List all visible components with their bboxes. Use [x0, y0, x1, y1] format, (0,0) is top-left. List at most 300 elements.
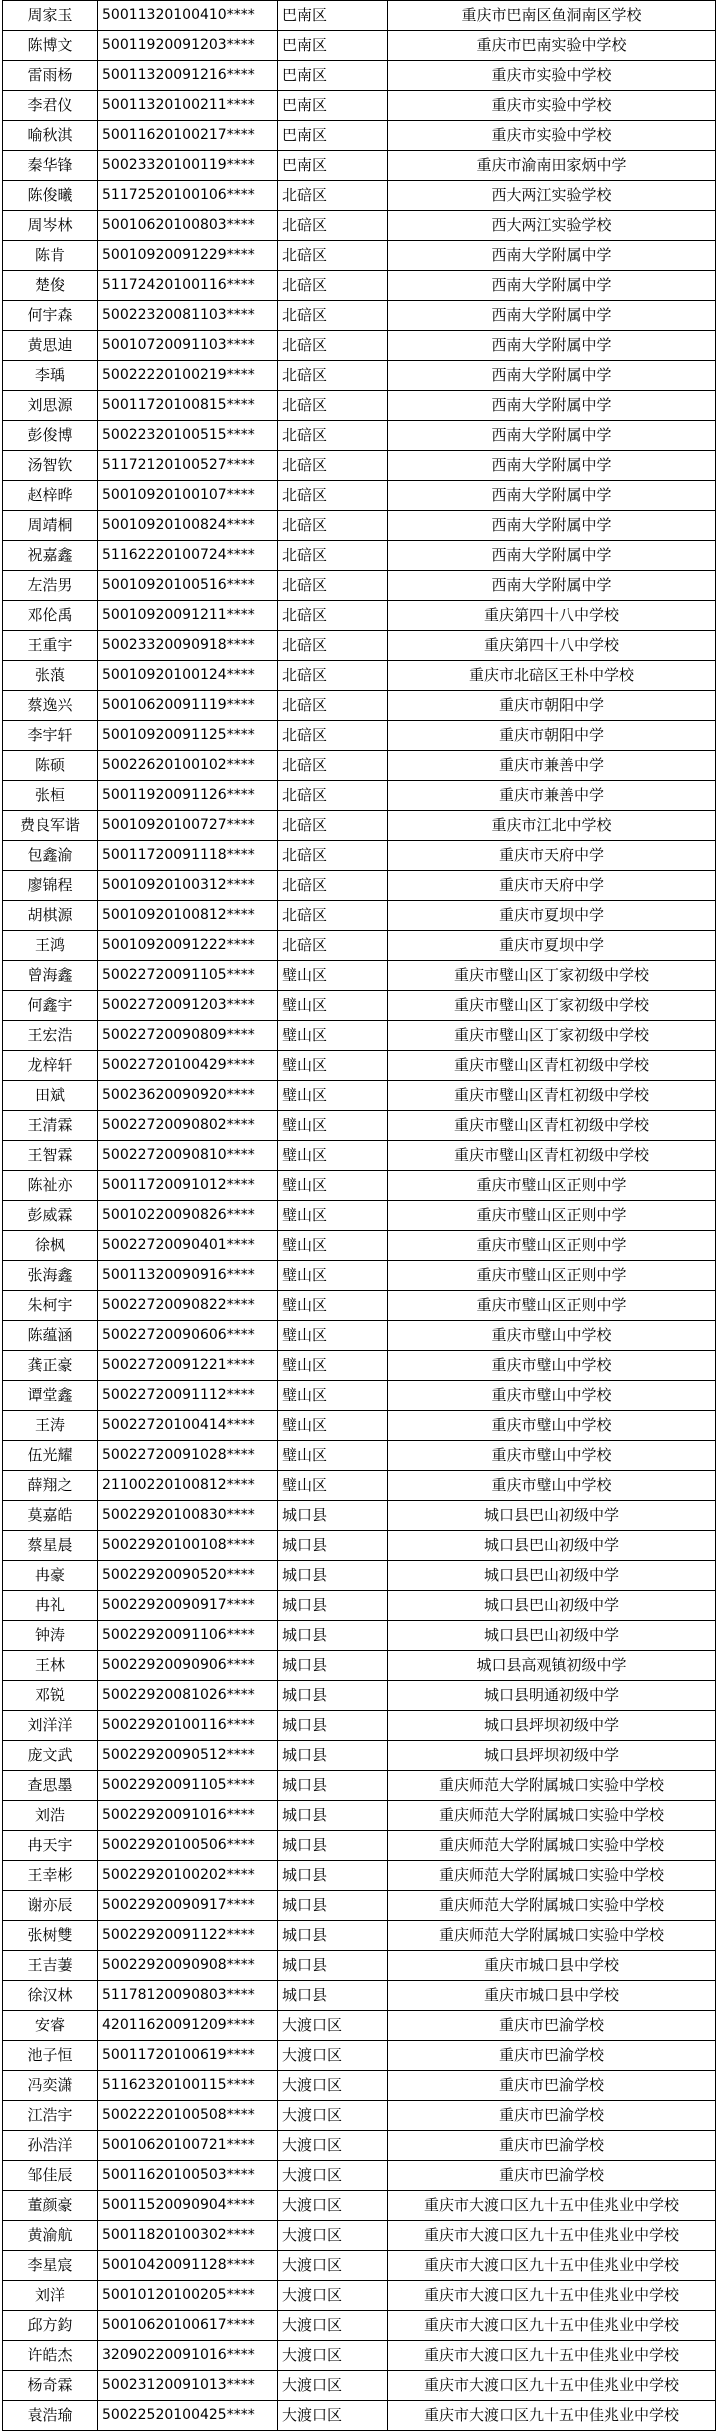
id-number-cell: 50011720100619****	[98, 2041, 278, 2071]
student-name-cell: 刘洋洋	[3, 1711, 98, 1741]
school-cell: 重庆市璧山中学校	[388, 1321, 716, 1351]
id-number-cell: 50023320100119****	[98, 151, 278, 181]
school-cell: 城口县巴山初级中学	[388, 1561, 716, 1591]
school-cell: 城口县巴山初级中学	[388, 1591, 716, 1621]
id-number-cell: 50022920090520****	[98, 1561, 278, 1591]
id-number-cell: 50022920090917****	[98, 1891, 278, 1921]
school-cell: 西南大学附属中学	[388, 271, 716, 301]
district-cell: 璧山区	[278, 1441, 388, 1471]
district-cell: 璧山区	[278, 1381, 388, 1411]
district-cell: 巴南区	[278, 121, 388, 151]
id-number-cell: 50022220100508****	[98, 2101, 278, 2131]
school-cell: 重庆市巴渝学校	[388, 2071, 716, 2101]
student-name-cell: 费良军谐	[3, 811, 98, 841]
table-row	[3, 1981, 716, 2011]
id-number-cell: 50010120100205****	[98, 2281, 278, 2311]
student-name-cell: 张树雙	[3, 1921, 98, 1951]
table-row	[3, 2371, 716, 2401]
district-cell: 城口县	[278, 1741, 388, 1771]
id-number-cell: 50023120091013****	[98, 2371, 278, 2401]
id-number-cell: 50011320100410****	[98, 1, 278, 31]
school-cell: 重庆市兼善中学	[388, 751, 716, 781]
student-name-cell: 龙梓轩	[3, 1051, 98, 1081]
school-cell: 重庆市巴渝学校	[388, 2131, 716, 2161]
student-name-cell: 伍光耀	[3, 1441, 98, 1471]
id-number-cell: 50011720100815****	[98, 391, 278, 421]
id-number-cell: 51162320100115****	[98, 2071, 278, 2101]
district-cell: 北碚区	[278, 721, 388, 751]
school-cell: 重庆市巴渝学校	[388, 2101, 716, 2131]
district-cell: 璧山区	[278, 1321, 388, 1351]
school-cell: 重庆师范大学附属城口实验中学校	[388, 1771, 716, 1801]
student-name-cell: 彭俊博	[3, 421, 98, 451]
table-row	[3, 91, 716, 121]
table-row	[3, 1711, 716, 1741]
id-number-cell: 50010620091119****	[98, 691, 278, 721]
id-number-cell: 50022920100506****	[98, 1831, 278, 1861]
school-cell: 重庆市璧山区青杠初级中学校	[388, 1081, 716, 1111]
school-cell: 重庆市城口县中学校	[388, 1981, 716, 2011]
id-number-cell: 50011320091216****	[98, 61, 278, 91]
id-number-cell: 50010920100107****	[98, 481, 278, 511]
student-name-cell: 彭威霖	[3, 1201, 98, 1231]
table-row	[3, 751, 716, 781]
school-cell: 重庆市大渡口区九十五中佳兆业中学校	[388, 2281, 716, 2311]
student-name-cell: 安睿	[3, 2011, 98, 2041]
id-number-cell: 50011720091118****	[98, 841, 278, 871]
student-name-cell: 周靖桐	[3, 511, 98, 541]
table-row	[3, 1921, 716, 1951]
id-number-cell: 50010220090826****	[98, 1201, 278, 1231]
table-row	[3, 181, 716, 211]
id-number-cell: 50010920091222****	[98, 931, 278, 961]
table-row	[3, 1531, 716, 1561]
table-row	[3, 1141, 716, 1171]
school-cell: 重庆市巴南区鱼洞南区学校	[388, 1, 716, 31]
table-row	[3, 1231, 716, 1261]
school-cell: 重庆市璧山中学校	[388, 1471, 716, 1501]
school-cell: 重庆第四十八中学校	[388, 631, 716, 661]
table-row	[3, 991, 716, 1021]
table-row	[3, 691, 716, 721]
table-row	[3, 1111, 716, 1141]
id-number-cell: 50022520100425****	[98, 2401, 278, 2431]
id-number-cell: 50022720090810****	[98, 1141, 278, 1171]
id-number-cell: 50022720091112****	[98, 1381, 278, 1411]
school-cell: 重庆市大渡口区九十五中佳兆业中学校	[388, 2191, 716, 2221]
id-number-cell: 51172120100527****	[98, 451, 278, 481]
table-row	[3, 451, 716, 481]
school-cell: 西大两江实验学校	[388, 211, 716, 241]
school-cell: 西南大学附属中学	[388, 331, 716, 361]
table-row	[3, 2401, 716, 2431]
district-cell: 城口县	[278, 1861, 388, 1891]
table-row	[3, 1621, 716, 1651]
table-row	[3, 2071, 716, 2101]
student-name-cell: 冉天宇	[3, 1831, 98, 1861]
student-name-cell: 杨奇霖	[3, 2371, 98, 2401]
id-number-cell: 51172520100106****	[98, 181, 278, 211]
school-cell: 重庆市大渡口区九十五中佳兆业中学校	[388, 2401, 716, 2431]
school-cell: 西南大学附属中学	[388, 571, 716, 601]
district-cell: 北碚区	[278, 661, 388, 691]
school-cell: 重庆市朝阳中学	[388, 721, 716, 751]
student-name-cell: 谭堂鑫	[3, 1381, 98, 1411]
student-name-cell: 王鸿	[3, 931, 98, 961]
district-cell: 北碚区	[278, 931, 388, 961]
school-cell: 城口县巴山初级中学	[388, 1621, 716, 1651]
school-cell: 重庆市大渡口区九十五中佳兆业中学校	[388, 2251, 716, 2281]
student-name-cell: 孙浩洋	[3, 2131, 98, 2161]
district-cell: 北碚区	[278, 421, 388, 451]
table-row	[3, 361, 716, 391]
district-cell: 璧山区	[278, 991, 388, 1021]
id-number-cell: 50011520090904****	[98, 2191, 278, 2221]
table-row	[3, 721, 716, 751]
district-cell: 城口县	[278, 1771, 388, 1801]
student-name-cell: 秦华锋	[3, 151, 98, 181]
school-cell: 重庆市璧山区正则中学	[388, 1171, 716, 1201]
table-row	[3, 1171, 716, 1201]
id-number-cell: 32090220091016****	[98, 2341, 278, 2371]
district-cell: 巴南区	[278, 151, 388, 181]
school-cell: 重庆市巴南实验中学校	[388, 31, 716, 61]
id-number-cell: 50010720091103****	[98, 331, 278, 361]
student-name-cell: 查思墨	[3, 1771, 98, 1801]
table-row	[3, 1021, 716, 1051]
student-name-cell: 田斌	[3, 1081, 98, 1111]
table-row	[3, 1651, 716, 1681]
school-cell: 西南大学附属中学	[388, 451, 716, 481]
table-row	[3, 1441, 716, 1471]
district-cell: 北碚区	[278, 571, 388, 601]
student-name-cell: 许皓杰	[3, 2341, 98, 2371]
id-number-cell: 50022920090512****	[98, 1741, 278, 1771]
table-row	[3, 2101, 716, 2131]
table-row	[3, 1501, 716, 1531]
table-row	[3, 601, 716, 631]
district-cell: 北碚区	[278, 811, 388, 841]
student-name-cell: 江浩宇	[3, 2101, 98, 2131]
school-cell: 西南大学附属中学	[388, 391, 716, 421]
district-cell: 大渡口区	[278, 2251, 388, 2281]
table-row	[3, 1771, 716, 1801]
district-cell: 璧山区	[278, 1411, 388, 1441]
student-name-cell: 王幸彬	[3, 1861, 98, 1891]
school-cell: 西南大学附属中学	[388, 421, 716, 451]
district-cell: 大渡口区	[278, 2401, 388, 2431]
id-number-cell: 50022920081026****	[98, 1681, 278, 1711]
school-cell: 重庆市璧山区青杠初级中学校	[388, 1051, 716, 1081]
id-number-cell: 50010920100312****	[98, 871, 278, 901]
id-number-cell: 51162220100724****	[98, 541, 278, 571]
table-row	[3, 1201, 716, 1231]
table-row	[3, 481, 716, 511]
id-number-cell: 21100220100812****	[98, 1471, 278, 1501]
district-cell: 北碚区	[278, 331, 388, 361]
school-cell: 西南大学附属中学	[388, 301, 716, 331]
district-cell: 城口县	[278, 1981, 388, 2011]
table-row	[3, 241, 716, 271]
school-cell: 重庆市江北中学校	[388, 811, 716, 841]
id-number-cell: 50023320090918****	[98, 631, 278, 661]
district-cell: 城口县	[278, 1561, 388, 1591]
id-number-cell: 50010920091229****	[98, 241, 278, 271]
id-number-cell: 50011820100302****	[98, 2221, 278, 2251]
id-number-cell: 50010620100721****	[98, 2131, 278, 2161]
id-number-cell: 50022720090809****	[98, 1021, 278, 1051]
id-number-cell: 51172420100116****	[98, 271, 278, 301]
id-number-cell: 50010920100516****	[98, 571, 278, 601]
id-number-cell: 50022920091122****	[98, 1921, 278, 1951]
district-cell: 北碚区	[278, 781, 388, 811]
school-cell: 重庆市兼善中学	[388, 781, 716, 811]
table-row	[3, 2251, 716, 2281]
id-number-cell: 50011920091203****	[98, 31, 278, 61]
id-number-cell: 50022720090606****	[98, 1321, 278, 1351]
school-cell: 重庆市璧山区正则中学	[388, 1261, 716, 1291]
table-row	[3, 2011, 716, 2041]
id-number-cell: 50023620090920****	[98, 1081, 278, 1111]
table-row	[3, 511, 716, 541]
id-number-cell: 50011920091126****	[98, 781, 278, 811]
student-name-cell: 张桓	[3, 781, 98, 811]
student-name-cell: 胡棋源	[3, 901, 98, 931]
student-name-cell: 陈博文	[3, 31, 98, 61]
id-number-cell: 50022920100830****	[98, 1501, 278, 1531]
school-cell: 重庆师范大学附属城口实验中学校	[388, 1891, 716, 1921]
school-cell: 西南大学附属中学	[388, 541, 716, 571]
school-cell: 重庆市璧山区正则中学	[388, 1231, 716, 1261]
district-cell: 北碚区	[278, 541, 388, 571]
district-cell: 北碚区	[278, 871, 388, 901]
table-row	[3, 661, 716, 691]
student-name-cell: 汤智钦	[3, 451, 98, 481]
school-cell: 重庆市北碚区王朴中学校	[388, 661, 716, 691]
student-name-cell: 朱柯宇	[3, 1291, 98, 1321]
school-cell: 重庆市实验中学校	[388, 61, 716, 91]
district-cell: 北碚区	[278, 631, 388, 661]
table-row	[3, 1591, 716, 1621]
student-name-cell: 薛翔之	[3, 1471, 98, 1501]
school-cell: 重庆市巴渝学校	[388, 2011, 716, 2041]
table-row	[3, 871, 716, 901]
id-number-cell: 50022920091106****	[98, 1621, 278, 1651]
table-row	[3, 781, 716, 811]
student-name-cell: 莫嘉皓	[3, 1501, 98, 1531]
id-number-cell: 50010620100617****	[98, 2311, 278, 2341]
district-cell: 璧山区	[278, 1141, 388, 1171]
table-row	[3, 1561, 716, 1591]
table-row	[3, 1381, 716, 1411]
district-cell: 巴南区	[278, 1, 388, 31]
id-number-cell: 50022920091105****	[98, 1771, 278, 1801]
school-cell: 重庆市璧山中学校	[388, 1441, 716, 1471]
school-cell: 重庆市大渡口区九十五中佳兆业中学校	[388, 2341, 716, 2371]
district-cell: 璧山区	[278, 1351, 388, 1381]
district-cell: 北碚区	[278, 211, 388, 241]
district-cell: 璧山区	[278, 1171, 388, 1201]
school-cell: 重庆市大渡口区九十五中佳兆业中学校	[388, 2221, 716, 2251]
school-cell: 城口县明通初级中学	[388, 1681, 716, 1711]
id-number-cell: 50022720090802****	[98, 1111, 278, 1141]
district-cell: 北碚区	[278, 391, 388, 421]
table-row	[3, 2131, 716, 2161]
student-name-cell: 王清霖	[3, 1111, 98, 1141]
school-cell: 城口县巴山初级中学	[388, 1501, 716, 1531]
student-name-cell: 何宇森	[3, 301, 98, 331]
student-name-cell: 邓伦禹	[3, 601, 98, 631]
district-cell: 北碚区	[278, 181, 388, 211]
district-cell: 巴南区	[278, 61, 388, 91]
school-cell: 城口县高观镇初级中学	[388, 1651, 716, 1681]
student-name-cell: 冉豪	[3, 1561, 98, 1591]
student-name-cell: 王重宇	[3, 631, 98, 661]
district-cell: 璧山区	[278, 1081, 388, 1111]
district-cell: 璧山区	[278, 1111, 388, 1141]
table-row	[3, 1, 716, 31]
id-number-cell: 50022720090822****	[98, 1291, 278, 1321]
school-cell: 重庆市璧山中学校	[388, 1411, 716, 1441]
student-name-cell: 陈硕	[3, 751, 98, 781]
student-name-cell: 蔡星晨	[3, 1531, 98, 1561]
id-number-cell: 50022620100102****	[98, 751, 278, 781]
id-number-cell: 50022920100116****	[98, 1711, 278, 1741]
id-number-cell: 50022720100414****	[98, 1411, 278, 1441]
district-cell: 城口县	[278, 1591, 388, 1621]
table-row	[3, 301, 716, 331]
district-cell: 北碚区	[278, 691, 388, 721]
student-name-cell: 黄渝航	[3, 2221, 98, 2251]
table-row	[3, 1801, 716, 1831]
student-name-cell: 谢亦辰	[3, 1891, 98, 1921]
district-cell: 城口县	[278, 1921, 388, 1951]
district-cell: 城口县	[278, 1951, 388, 1981]
school-cell: 重庆市巴渝学校	[388, 2161, 716, 2191]
school-cell: 西南大学附属中学	[388, 241, 716, 271]
district-cell: 大渡口区	[278, 2371, 388, 2401]
id-number-cell: 50022720091105****	[98, 961, 278, 991]
student-name-cell: 邓锐	[3, 1681, 98, 1711]
student-name-cell: 庞文武	[3, 1741, 98, 1771]
id-number-cell: 50022720091028****	[98, 1441, 278, 1471]
student-name-cell: 喻秋淇	[3, 121, 98, 151]
school-cell: 重庆市天府中学	[388, 871, 716, 901]
district-cell: 北碚区	[278, 271, 388, 301]
student-name-cell: 李星宸	[3, 2251, 98, 2281]
table-row	[3, 1681, 716, 1711]
student-name-cell: 周岑林	[3, 211, 98, 241]
table-row	[3, 331, 716, 361]
student-name-cell: 王涛	[3, 1411, 98, 1441]
school-cell: 重庆市天府中学	[388, 841, 716, 871]
district-cell: 北碚区	[278, 901, 388, 931]
id-number-cell: 50022920091016****	[98, 1801, 278, 1831]
school-cell: 重庆市巴渝学校	[388, 2041, 716, 2071]
id-number-cell: 50022920100108****	[98, 1531, 278, 1561]
student-name-cell: 冯奕潇	[3, 2071, 98, 2101]
student-name-cell: 刘思源	[3, 391, 98, 421]
school-cell: 重庆市璧山中学校	[388, 1351, 716, 1381]
district-cell: 大渡口区	[278, 2281, 388, 2311]
school-cell: 重庆市实验中学校	[388, 91, 716, 121]
district-cell: 大渡口区	[278, 2191, 388, 2221]
table-row	[3, 1741, 716, 1771]
district-cell: 北碚区	[278, 451, 388, 481]
student-name-cell: 祝嘉鑫	[3, 541, 98, 571]
school-cell: 重庆师范大学附属城口实验中学校	[388, 1831, 716, 1861]
student-name-cell: 李君仪	[3, 91, 98, 121]
table-row	[3, 2341, 716, 2371]
table-row	[3, 2191, 716, 2221]
id-number-cell: 50022720091221****	[98, 1351, 278, 1381]
table-row	[3, 151, 716, 181]
school-cell: 重庆市璧山区正则中学	[388, 1291, 716, 1321]
id-number-cell: 50010420091128****	[98, 2251, 278, 2281]
student-table	[2, 0, 716, 2431]
table-row	[3, 2161, 716, 2191]
district-cell: 璧山区	[278, 1051, 388, 1081]
id-number-cell: 50011620100217****	[98, 121, 278, 151]
table-row	[3, 121, 716, 151]
district-cell: 大渡口区	[278, 2071, 388, 2101]
student-name-cell: 楚俊	[3, 271, 98, 301]
student-name-cell: 陈祉亦	[3, 1171, 98, 1201]
school-cell: 重庆师范大学附属城口实验中学校	[388, 1921, 716, 1951]
student-name-cell: 董颜豪	[3, 2191, 98, 2221]
school-cell: 重庆市璧山区正则中学	[388, 1201, 716, 1231]
student-name-cell: 龚正豪	[3, 1351, 98, 1381]
school-cell: 西大两江实验学校	[388, 181, 716, 211]
table-row	[3, 631, 716, 661]
student-name-cell: 何鑫宇	[3, 991, 98, 1021]
district-cell: 城口县	[278, 1711, 388, 1741]
school-cell: 重庆师范大学附属城口实验中学校	[388, 1801, 716, 1831]
id-number-cell: 50011320100211****	[98, 91, 278, 121]
school-cell: 城口县坪坝初级中学	[388, 1741, 716, 1771]
table-row	[3, 1831, 716, 1861]
table-row	[3, 61, 716, 91]
table-row	[3, 1051, 716, 1081]
student-name-cell: 左浩男	[3, 571, 98, 601]
id-number-cell: 50022920100202****	[98, 1861, 278, 1891]
id-number-cell: 50022720090401****	[98, 1231, 278, 1261]
table-row	[3, 2041, 716, 2071]
id-number-cell: 50010920091211****	[98, 601, 278, 631]
id-number-cell: 50010920100124****	[98, 661, 278, 691]
table-row	[3, 961, 716, 991]
district-cell: 北碚区	[278, 841, 388, 871]
district-cell: 璧山区	[278, 1291, 388, 1321]
table-row	[3, 31, 716, 61]
district-cell: 璧山区	[278, 1261, 388, 1291]
table-row	[3, 1261, 716, 1291]
school-cell: 西南大学附属中学	[388, 361, 716, 391]
district-cell: 城口县	[278, 1531, 388, 1561]
district-cell: 城口县	[278, 1501, 388, 1531]
district-cell: 大渡口区	[278, 2041, 388, 2071]
district-cell: 北碚区	[278, 481, 388, 511]
student-name-cell: 徐枫	[3, 1231, 98, 1261]
district-cell: 大渡口区	[278, 2311, 388, 2341]
table-row	[3, 1351, 716, 1381]
school-cell: 城口县坪坝初级中学	[388, 1711, 716, 1741]
district-cell: 北碚区	[278, 361, 388, 391]
student-name-cell: 刘浩	[3, 1801, 98, 1831]
district-cell: 北碚区	[278, 301, 388, 331]
student-name-cell: 王吉萋	[3, 1951, 98, 1981]
school-cell: 重庆市城口县中学校	[388, 1951, 716, 1981]
